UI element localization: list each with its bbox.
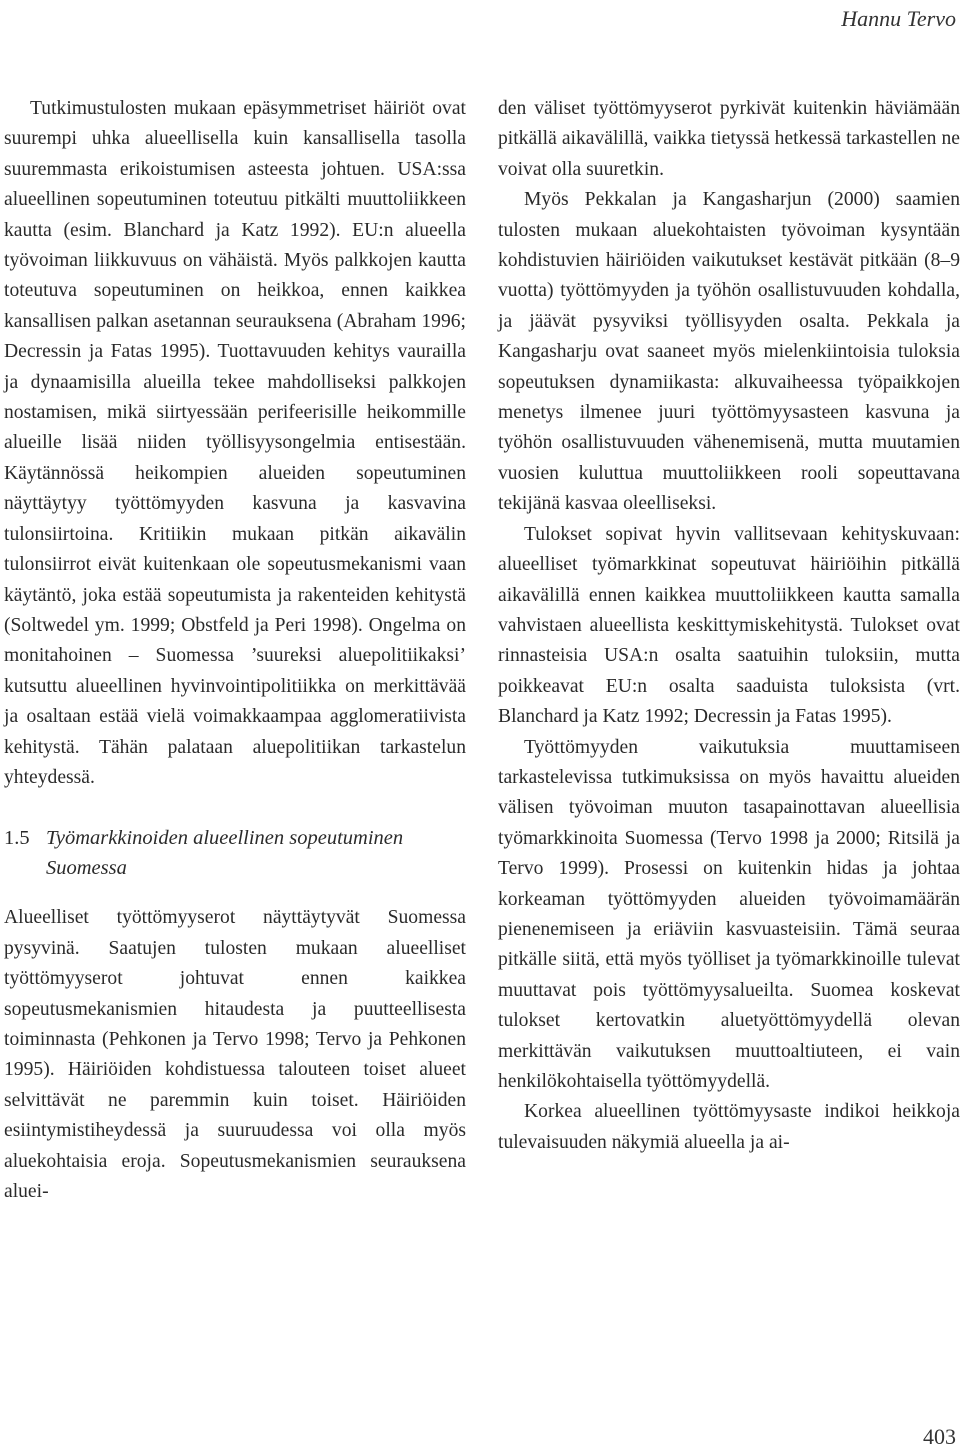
right-column bbox=[498, 94, 960, 1158]
paragraph-regional-unemployment: Alueelliset työttömyyserot näyttäytyvät Suomessa pysyvinä. Saatujen tulosten mukaan alueelliset työttömyyserot johtuvat ennen kaikkea sopeutusmekanismien hitaudesta ja puutteellisesta toiminnasta (Pehkonen ja Tervo 1998; Tervo ja Pehkonen 1995). Häiriöiden kohdistuessa talouteen toiset alueet selvittävät ne paremmin kuin toiset. Häiriöiden esiintymistiheydessä ja suuruudessa voi olla myös aluekohtaisia eroja. Sopeutusmekanismien seurauksena aluei- bbox=[4, 907, 466, 1202]
paragraph-pekkala-kangasharju: Myös Pekkalan ja Kangasharjun (2000) saamien tulosten mukaan aluekohtaisten työvoiman kysyntään kohdistuvien häiriöiden vaikutukset kestävät pitkään (8–9 vuotta) työttömyyden ja työhön osallistuvuuden kohdalla, ja jäävät pysyviksi työllisyyden osalta. Pekkala ja Kangasharju ovat saaneet myös mielenkiintoisia tuloksia sopeutuksen dynamiikasta: alkuvaiheessa työpaikkojen menetys ilmenee juuri työttömyysasteen kasvuna ja työhön osallistuvuuden vähenemisenä, mutta muutamien vuosien kuluttua muuttoliikkeen rooli sopeuttavana tekijänä kasvaa oleelliseksi. bbox=[498, 189, 960, 515]
section-number: 1.5 bbox=[4, 827, 30, 850]
paragraph-results-fit: Tulokset sopivat hyvin vallitsevaan kehityskuvaan: alueelliset työmarkkinat sopeutuvat häiriöihin pitkällä aikavälillä ennen kaikkea muuttoliikkeen kautta samalla vahvistaen alueellista keskittymiskehitystä. Tulokset ovat rinnasteisia USA:n osalta saatuihin tuloksiin, mutta poikkeavat EU:n osalta saaduista tuloksista (vrt. Blanchard ja Katz 1992; Decressin ja Fatas 1995). bbox=[498, 523, 960, 728]
section-heading bbox=[4, 823, 466, 883]
page-number: 403 bbox=[923, 1424, 956, 1449]
paragraph-high-unemployment: Korkea alueellinen työttömyysaste indikoi heikkoja tulevaisuuden näkymiä alueella ja ai- bbox=[498, 1101, 960, 1153]
running-head-author: Hannu Tervo bbox=[841, 6, 956, 31]
paragraph-asymmetric-shocks: Tutkimustulosten mukaan epäsymmetriset häiriöt ovat suurempi uhka alueellisella kuin kansallisella tasolla suuremmasta erikoistumisen asteesta johtuen. USA:ssa alueellinen sopeutuminen toteutuu pitkälti muuttoliikkeen kautta (esim. Blanchard ja Katz 1992). EU:n alueella työvoiman liikkuvuus on vähäistä. Myös palkkojen kautta toteutuva sopeutuminen on heikkoa, ennen kaikkea kansallisen palkan asetannan seurauksena (Abraham 1996; Decressin ja Fatas 1995). Tuottavuuden kehitys vaurailla ja dynaamisilla alueilla tekee mahdolliseksi palkkojen nostamisen, mikä siirtyessään perifeerisille heikommille alueille lisää niiden työllisyysongelmia entisestään. Käytännössä heikompien alueiden sopeutuminen näyttäytyy työttömyyden kasvuna ja kasvavina tulonsiirtoina. Kritiikin mukaan pitkän aikavälin tulonsiirrot eivät kuitenkaan ole sopeutusmekanismi vaan käytäntö, joka estää sopeutumista ja rakenteiden kehitystä (Soltwedel ym. 1999; Obstfeld ja Peri 1998). Ongelma on monitahoinen – Suomessa ’suureksi aluepolitiikaksi’ kutsuttu alueellinen hyvinvointipolitiikka on merkittävää ja osaltaan estää vielä voimakkaampaa agglomeratiivista kehitystä. Tähän palataan aluepolitiikan tarkastelun yhteydessä. bbox=[4, 98, 466, 788]
section-title: Työmarkkinoiden alueellinen sopeutuminen Suomessa bbox=[46, 827, 404, 880]
paragraph-unemployment-migration: Työttömyyden vaikutuksia muuttamiseen tarkastelevissa tutkimuksissa on myös havaittu alueiden välisen työvoiman muuton tasapainottavan alueellisia työmarkkinoita Suomessa (Tervo 1998 ja 2000; Ritsilä ja Tervo 1999). Prosessi on kuitenkin hidas ja johtaa korkeaman työttömyyden alueiden työvoimamäärän pienenemiseen ja eriäviin kasvuasteisiin. Tämä seuraa pitkälle siitä, että myös työlliset ja työmarkkinoille tulevat muuttavat pois työttömyysalueilta. Suomea koskevat tulokset kertovatkin aluetyöttömyydellä olevan merkittävän vaikutuksen muuttoaltiuteen, ei vain henkilökohtaisella työttömyydellä. bbox=[498, 736, 960, 1092]
left-column bbox=[4, 94, 466, 1207]
paragraph-continuation: den väliset työttömyyserot pyrkivät kuitenkin häviämään pitkällä aikavälillä, vaikka tietyssä hetkessä tarkastellen ne voivat olla suuretkin. bbox=[498, 98, 960, 180]
